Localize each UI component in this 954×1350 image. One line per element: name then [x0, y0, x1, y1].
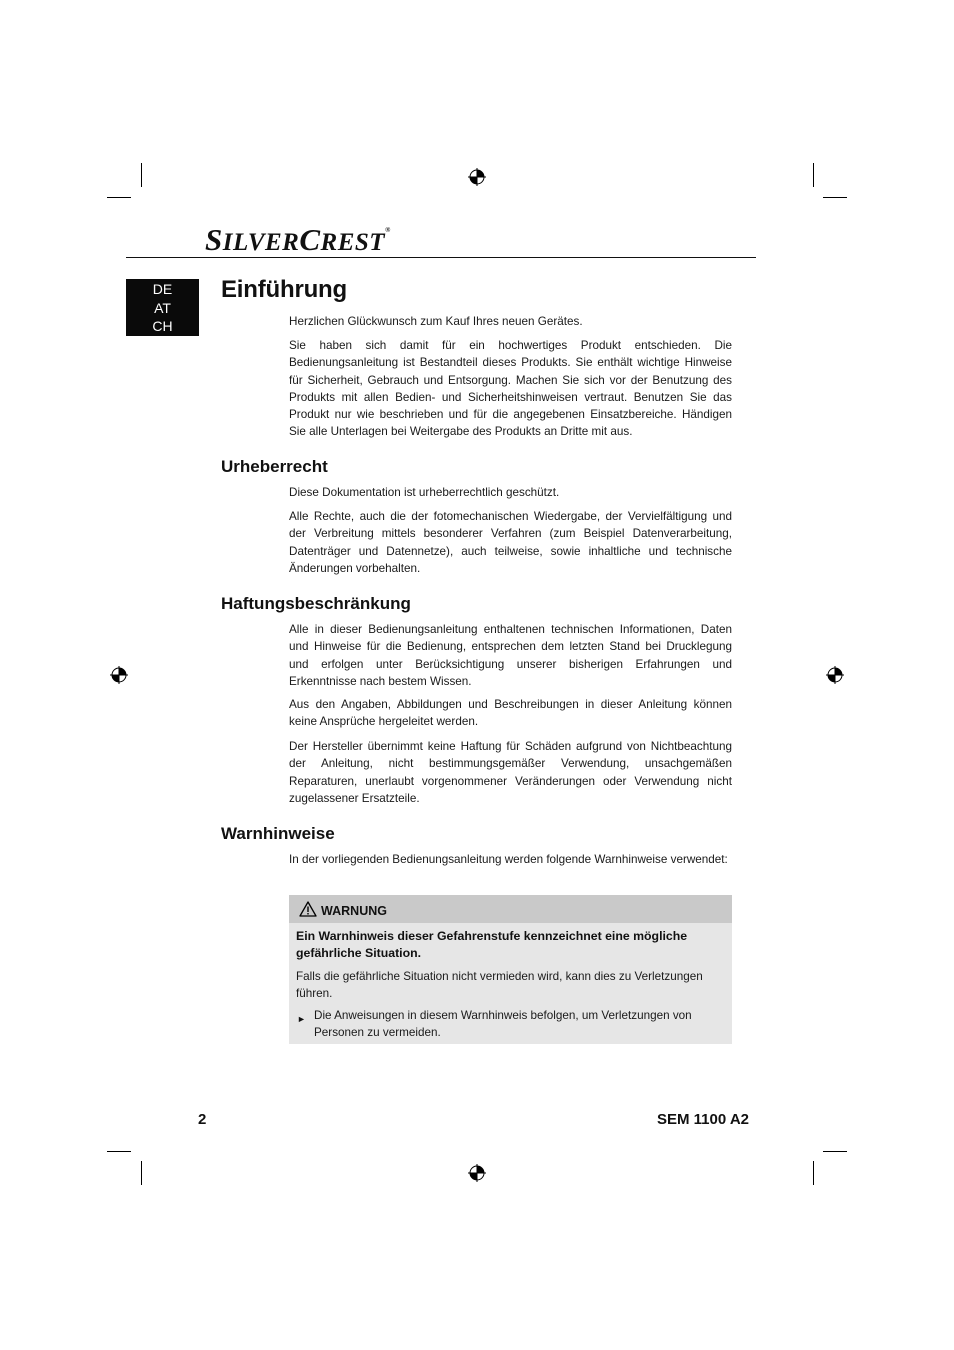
liability-paragraph: Aus den Angaben, Abbildungen und Beschreibungen in dieser Anleitung können keine Ansprüche hergeleitet werden.: [289, 698, 732, 729]
liability-paragraph: Alle in dieser Bedienungsanleitung enthaltenen technischen Informationen, Daten und Hinweise für die Bedienung, entsprechen dem letzten Stand bei Drucklegung und erfolgen unter Berücksichtigung unserer bisherigen Erfahrungen und Erkenntnisse nach bestem Wissen.: [289, 623, 732, 688]
crop-mark: [813, 163, 814, 187]
warning-box-header: [289, 895, 732, 923]
warning-bullet-text: Die Anweisungen in diesem Warnhinweis befolgen, um Verletzungen von Personen zu vermeiden.: [314, 1009, 692, 1040]
crop-mark: [823, 197, 847, 198]
registration-mark-icon: [467, 167, 487, 187]
language-tab: [126, 279, 199, 336]
page-title: Einführung: [221, 276, 347, 303]
intro-paragraph: Herzlichen Glückwunsch zum Kauf Ihres neuen Gerätes.: [289, 315, 583, 328]
registration-mark-icon: [467, 1163, 487, 1183]
warning-box: [289, 895, 732, 1044]
warning-text: Falls die gefährliche Situation nicht vermieden wird, kann dies zu Verletzungen führen.: [296, 970, 703, 1001]
language-code: CH: [152, 318, 173, 334]
page-number: 2: [198, 1111, 207, 1128]
bullet-arrow-icon: ►: [297, 1014, 306, 1024]
warning-triangle-icon: [299, 901, 317, 917]
warning-label: WARNUNG: [321, 904, 387, 918]
warnings-paragraph: In der vorliegenden Bedienungsanleitung werden folgende Warnhinweise verwendet:: [289, 853, 728, 866]
registration-mark-icon: [825, 665, 845, 685]
copyright-paragraph: Diese Dokumentation ist urheberrechtlich geschützt.: [289, 486, 560, 499]
warning-bold-text: Ein Warnhinweis dieser Gefahrenstufe kennzeichnet eine mögliche gefährliche Situation.: [296, 929, 688, 961]
crop-mark: [141, 163, 142, 187]
crop-mark: [141, 1161, 142, 1185]
section-heading-copyright: Urheberrecht: [221, 457, 328, 476]
intro-paragraph: Sie haben sich damit für ein hochwertiges Produkt entschieden. Die Bedienungsanleitung ist Bestandteil dieses Produkts. Sie enthält wichtige Hinweise für Sicherheit, Gebrauch und Entsorgung. Machen Sie sich vor der Benutzung des Produkts mit allen Bedien- und Sicherheitshinweisen vertraut. Benutzen Sie das Produkt nur wie beschrieben und für die angegebenen Einsatzbereiche. Händigen Sie alle Unterlagen bei Weitergabe des Produkts an Dritte mit aus.: [289, 339, 732, 439]
model-number: SEM 1100 A2: [657, 1111, 749, 1128]
crop-mark: [813, 1161, 814, 1185]
header-rule: [126, 257, 756, 258]
copyright-paragraph: Alle Rechte, auch die der fotomechanischen Wiedergabe, der Vervielfältigung und der Verbreitung mittels besonderer Verfahren (zum Beispiel Datenverarbeitung, Datenträger und Datennetze), auch teilweise, sowie inhaltliche und technische Änderungen vorbehalten.: [289, 510, 732, 575]
crop-mark: [823, 1151, 847, 1152]
section-heading-liability: Haftungsbeschränkung: [221, 594, 411, 613]
brand-logo: SILVERCREST®: [205, 222, 391, 257]
language-code: DE: [152, 281, 173, 297]
liability-paragraph: Der Hersteller übernimmt keine Haftung für Schäden aufgrund von Nichtbeachtung der Anleitung, nicht bestimmungsgemäßer Verwendung, unsachgemäßen Reparaturen, unerlaubt vorgenommener Veränderungen oder Verwendung nicht zugelassener Ersatzteile.: [289, 740, 732, 805]
crop-mark: [107, 197, 131, 198]
language-code: AT: [154, 299, 171, 316]
registration-mark-icon: [109, 665, 129, 685]
section-heading-warnings: Warnhinweise: [221, 824, 335, 843]
crop-mark: [107, 1151, 131, 1152]
